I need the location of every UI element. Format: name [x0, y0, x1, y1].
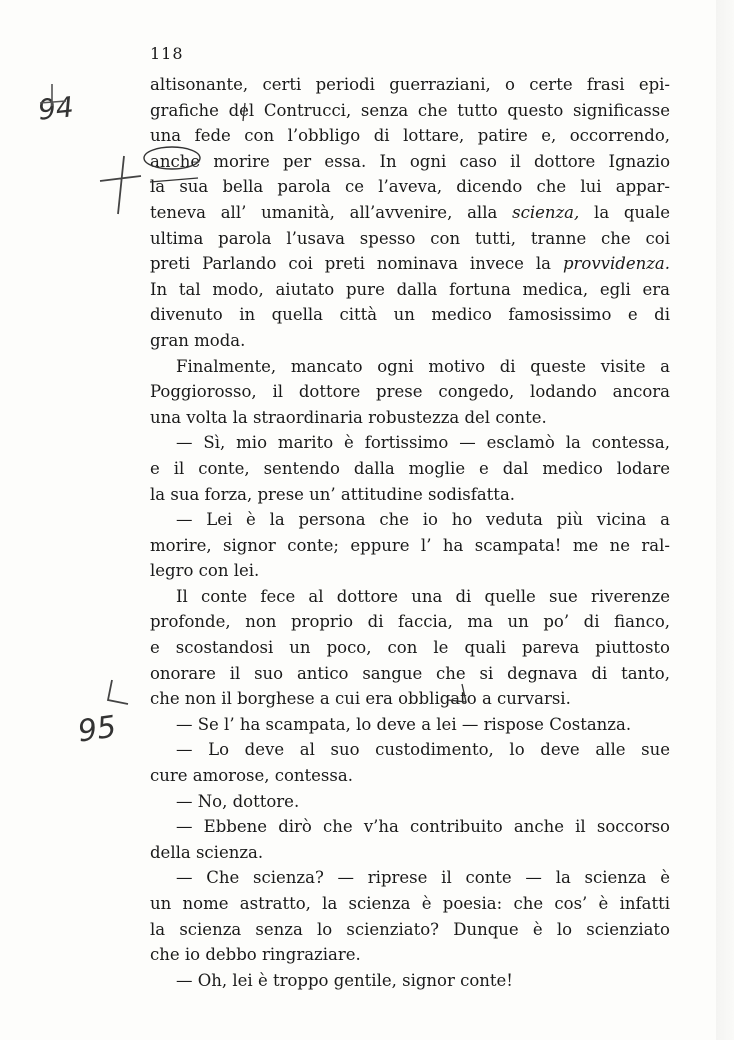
text-segment: — Che scienza? — riprese il conte — la scienza è — [176, 868, 670, 888]
pencil-stroke-contrucci — [243, 103, 245, 121]
text-segment: — No, dottore. — [176, 791, 300, 811]
text-segment: ultima parola l’usava spesso con tutti, tranne che coi — [150, 228, 670, 248]
text-segment: che non il borghese a cui era obbligato a curvarsi. — [150, 689, 571, 709]
text-segment: legro con lei. — [150, 561, 260, 581]
text-segment: Finalmente, mancato ogni motivo di queste visite a — [176, 356, 670, 376]
text-segment: una volta la straordinaria robustezza del conte. — [150, 407, 547, 427]
text-segment: Poggiorosso, il dottore prese congedo, lodando ancora — [150, 382, 670, 402]
text-segment: la sua bella parola ce l’aveva, dicendo che lui appar- — [150, 177, 670, 197]
pencil-tick-top — [40, 84, 66, 106]
text-segment: — Ebbene dirò che v’ha contribuito anche il soccorso — [176, 817, 670, 837]
text-segment: — Sì, mio marito è fortissimo — esclamò la contessa, — [176, 433, 670, 453]
text-segment: della scienza. — [150, 842, 264, 862]
text-segment: cure amorose, contessa. — [150, 766, 353, 786]
text-segment: — Se l’ ha scampata, lo deve a lei — rispose Costanza. — [176, 714, 632, 734]
text-segment: e scostandosi un poco, con le quali pareva piuttosto — [150, 638, 670, 658]
text-segment: morire, signor conte; eppure l’ ha scampata! me ne ral- — [150, 535, 670, 555]
page-number: 118 — [150, 44, 184, 63]
text-segment: — Oh, lei è troppo gentile, signor conte! — [176, 970, 513, 990]
text-segment: e il conte, sentendo dalla moglie e dal medico lodare — [150, 458, 670, 478]
text-segment: preti Parlando coi preti nominava invece la — [150, 254, 563, 274]
margin-note-bottom: 95 — [75, 709, 119, 750]
text-segment: un nome astratto, la scienza è poesia: che cos’ è infatti — [150, 894, 670, 913]
text-segment: teneva all’ umanità, all’avvenire, alla — [150, 202, 513, 222]
text-segment: Il conte fece al dottore una di quelle sue riverenze — [176, 586, 670, 606]
text-segment: In tal modo, aiutato pure dalla fortuna medica, egli era — [150, 279, 670, 299]
text-segment: che io debbo ringraziare. — [150, 945, 361, 965]
text-segment: — Lei è la persona che io ho veduta più vicina a — [176, 510, 670, 530]
text-segment: altisonante, certi periodi guerraziani, o certe frasi epi- — [150, 75, 670, 94]
text-segment: anche morire per essa. In ogni caso il dottore Ignazio — [150, 151, 670, 171]
text-segment: la quale — [579, 202, 670, 222]
italic-word: scienza, — [512, 202, 580, 222]
pencil-correction-custodimento — [448, 684, 466, 702]
text-segment: onorare il suo antico sangue che si degnava di tanto, — [150, 663, 670, 683]
italic-word: provvidenza. — [562, 254, 670, 274]
text-segment: — Lo deve al suo custodimento, lo deve alle sue — [176, 740, 670, 760]
text-segment: la sua forza, prese un’ attitudine sodisfatta. — [150, 484, 516, 504]
text-segment: divenuto in quella città un medico famosissimo e di — [150, 305, 670, 325]
pencil-circle-anche — [144, 147, 200, 169]
text-segment: gran moda. — [150, 330, 246, 350]
margin-note-top: 94 — [36, 90, 76, 127]
text-segment: profonde, non proprio di faccia, ma un po’ di fianco, — [150, 612, 670, 632]
text-segment: grafiche del Contrucci, senza che tutto questo significasse — [150, 100, 670, 120]
pencil-bracket-mark — [100, 156, 141, 214]
pencil-mark-bottom — [108, 680, 128, 704]
text-segment: la scienza senza lo scienziato? Dunque è lo scienziato — [150, 919, 670, 939]
pencil-strike-la-sua — [150, 178, 198, 182]
text-segment: una fede con l’obbligo di lottare, patire e, occorrendo, — [150, 126, 670, 146]
